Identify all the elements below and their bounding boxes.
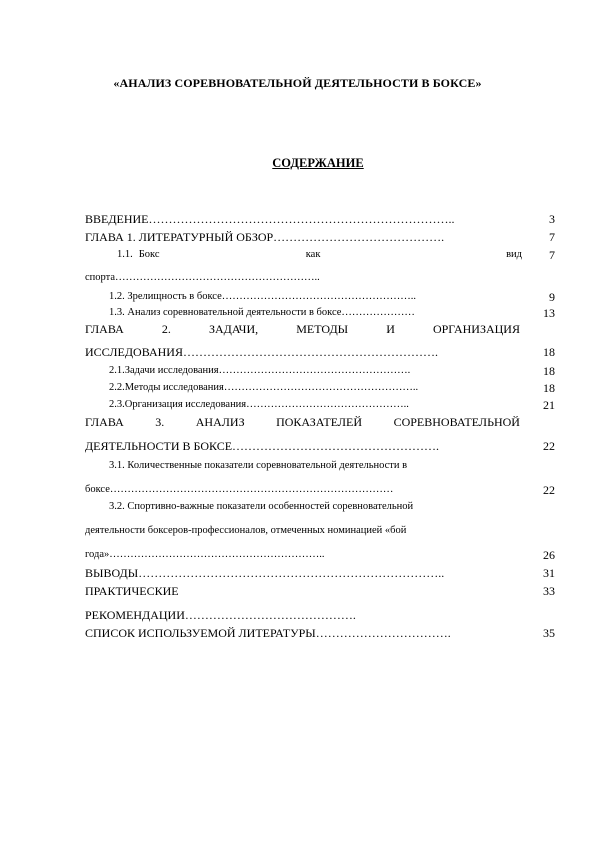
toc-entry-text xyxy=(85,322,520,336)
toc-word: СОРЕВНОВАТЕЛЬНОЙ xyxy=(393,415,520,429)
toc-entry-text: ДЕЯТЕЛЬНОСТИ В БОКСЕ……………………………………………. xyxy=(85,439,440,453)
toc-word: ОРГАНИЗАЦИЯ xyxy=(432,322,520,336)
toc-word: Бокс xyxy=(138,249,160,260)
toc-page-number: 22 xyxy=(543,439,555,453)
toc-word: 3. xyxy=(155,415,165,429)
toc-word: 2. xyxy=(161,322,171,336)
toc-page-number: 22 xyxy=(543,483,555,497)
toc-entry-text: 1.2. Зрелищность в боксе……………………………………………….. xyxy=(109,291,416,302)
toc-entry-text: деятельности боксеров-профессионалов, отмеченных номинацией «бой xyxy=(85,525,407,536)
toc-entry-text: ГЛАВА 1. ЛИТЕРАТУРНЫЙ ОБЗОР……………………………………. xyxy=(85,230,445,244)
toc-entry-text: РЕКОМЕНДАЦИИ……………………………………. xyxy=(85,608,356,622)
toc-page-number: 21 xyxy=(543,398,555,412)
toc-page-number: 18 xyxy=(543,381,555,395)
toc-page-number: 18 xyxy=(543,345,555,359)
toc-entry-text: года»…………………………………………………….. xyxy=(85,549,325,560)
toc-entry-text: ИССЛЕДОВАНИЯ………………………………………………………. xyxy=(85,345,438,359)
toc-word: МЕТОДЫ xyxy=(296,322,349,336)
toc-entry-text: ВЫВОДЫ………………………………………………………………….. xyxy=(85,566,445,580)
toc-page-number: 3 xyxy=(549,212,555,226)
toc-word: вид xyxy=(506,249,522,260)
toc-entry-text: спорта………………………………………………….. xyxy=(85,272,320,283)
toc-page-number: 13 xyxy=(543,306,555,320)
toc-page-number: 35 xyxy=(543,626,555,640)
toc-page-number: 26 xyxy=(543,548,555,562)
toc-entry-text: 3.2. Спортивно-важные показатели особенностей соревновательной xyxy=(109,501,414,512)
toc-heading: СОДЕРЖАНИЕ xyxy=(272,156,364,170)
toc-word: АНАЛИЗ xyxy=(195,415,245,429)
toc-page-number: 31 xyxy=(543,566,555,580)
toc-page-number: 7 xyxy=(549,248,555,262)
toc-word: ЗАДАЧИ, xyxy=(208,322,259,336)
toc-entry-text xyxy=(117,248,522,262)
toc-page-number: 18 xyxy=(543,364,555,378)
toc-page-number: 7 xyxy=(549,230,555,244)
toc-word: ГЛАВА xyxy=(85,322,124,336)
toc-entry-text: 2.2.Методы исследования……………………………………………….. xyxy=(109,382,419,393)
toc-entry-text: 2.1.Задачи исследования………………………………………………. xyxy=(109,365,411,376)
toc-entry-text xyxy=(85,415,520,429)
toc-entry-text: СПИСОК ИСПОЛЬЗУЕМОЙ ЛИТЕРАТУРЫ……………………………. xyxy=(85,626,451,640)
toc-entry-text: боксе……………………………………………………………………… xyxy=(85,484,394,495)
toc-word: ПОКАЗАТЕЛЕЙ xyxy=(276,415,363,429)
toc-entry-text: ВВЕДЕНИЕ………………………………………………………………….. xyxy=(85,212,455,226)
toc-entry-text: 1.3. Анализ соревновательной деятельности в боксе………………… xyxy=(109,307,415,318)
toc-entry-text: 2.3.Организация исследования……………………………………….. xyxy=(109,399,409,410)
document-title: «АНАЛИЗ СОРЕВНОВАТЕЛЬНОЙ ДЕЯТЕЛЬНОСТИ В БОКСЕ» xyxy=(113,76,482,90)
toc-entry-text: ПРАКТИЧЕСКИЕ xyxy=(85,584,179,598)
toc-word: ГЛАВА xyxy=(85,415,124,429)
toc-page-number: 33 xyxy=(543,584,555,598)
toc-word: И xyxy=(386,322,395,336)
toc-page-number: 9 xyxy=(549,290,555,304)
toc-entry-text: 3.1. Количественные показатели соревновательной деятельности в xyxy=(109,460,408,471)
toc-word: 1.1. xyxy=(117,249,133,260)
toc-word: как xyxy=(305,249,321,260)
